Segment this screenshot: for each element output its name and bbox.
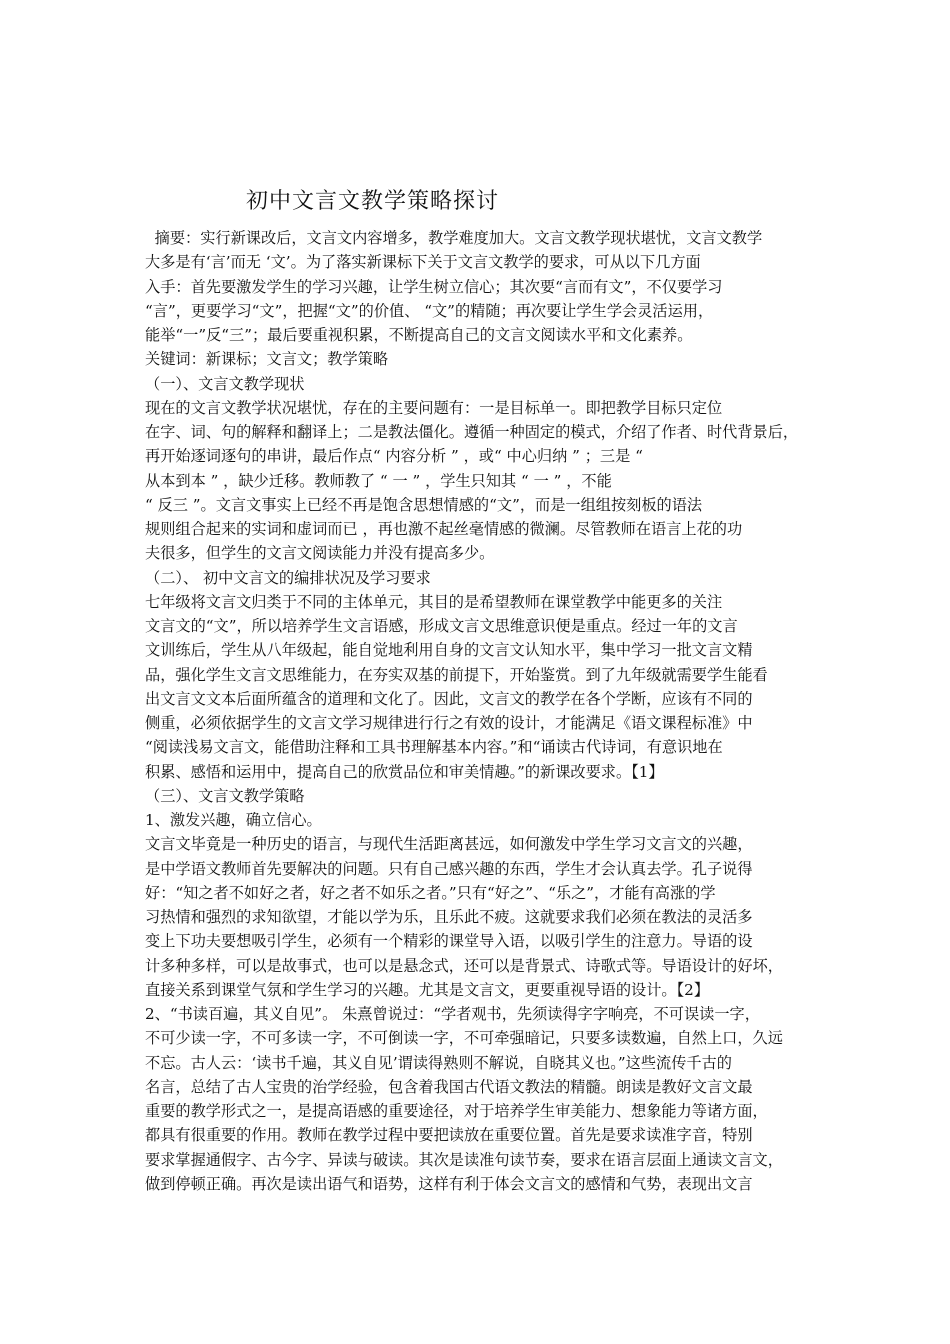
text-line: 都具有很重要的作用。教师在教学过程中要把读放在重要位置。首先是要求读准字音，特别 — [145, 1126, 753, 1145]
document-body — [145, 226, 813, 1196]
text-line: 变上下功夫要想吸引学生，必须有一个精彩的课堂导入语，以吸引学生的注意力。导语的设 — [145, 932, 753, 951]
text-line: 是中学语文教师首先要解决的问题。只有自己感兴趣的东西，学生才会认真去学。孔子说得 — [145, 859, 753, 878]
text-line: 摘要：实行新课改后，文言文内容增多，教学难度加大。文言文教学现状堪忧，文言文教学 — [145, 229, 763, 247]
text-line: 从本到本 ” ，缺少迁移。教师教了 “ 一 ” ，学生只知其 “ 一 ” ，不能 — [145, 471, 612, 490]
text-line: 习热情和强烈的求知欲望，才能以学为乐，且乐此不疲。这就要求我们必须在教法的灵活多 — [145, 908, 753, 926]
text-line: 不忘。古人云：‘读书千遍，其义自见’谓读得熟则不解说，自晓其义也。”这些流传千古的 — [145, 1053, 732, 1072]
text-line: 规则组合起来的实词和虚词而已 ，再也激不起丝毫情感的微澜。尽管教师在语言上花的功 — [145, 520, 743, 538]
text-line: 重要的教学形式之一，是提高语感的重要途径，对于培养学生审美能力、想象能力等诸方面， — [145, 1102, 768, 1120]
text-line: 1、激发兴趣，确立信心。 — [145, 811, 322, 829]
text-line: 直接关系到课堂气氛和学生学习的兴趣。尤其是文言文，更要重视导语的设计。【2】 — [145, 980, 710, 999]
text-line: 名言，总结了古人宝贵的治学经验，包含着我国古代语文教法的精髓。朗读是教好文言文最 — [145, 1077, 753, 1096]
text-line: （二）、 初中文言文的编排状况及学习要求 — [145, 568, 431, 587]
text-line: 入手：首先要激发学生的学习兴趣，让学生树立信心；其次要“言而有文”，不仅要学习 — [145, 277, 723, 296]
text-line: 计多种多样，可以是故事式，也可以是悬念式，还可以是背景式、诗歌式等。导语设计的好坏， — [145, 956, 783, 975]
text-line: 积累、感悟和运用中，提高自己的欣赏品位和审美情趣。”的新课改要求。【1】 — [145, 762, 664, 781]
text-line: 品，强化学生文言文思维能力，在夯实双基的前提下，开始鉴赏。到了九年级就需要学生能看 — [145, 665, 768, 684]
text-line: 夫很多，但学生的文言文阅读能力并没有提高多少。 — [145, 544, 495, 563]
text-line: “阅读浅易文言文，能借助注释和工具书理解基本内容。”和“诵读古代诗词，有意识地在 — [145, 738, 723, 757]
text-line: （一）、文言文教学现状 — [145, 374, 305, 393]
text-line: 文训练后，学生从八年级起，能自觉地利用自身的文言文认知水平，集中学习一批文言文精 — [145, 641, 753, 660]
text-line: 侧重，必须依据学生的文言文学习规律进行行之有效的设计，才能满足《语文课程标准》中 — [145, 714, 753, 732]
document-title: 初中文言文教学策略探讨 — [246, 189, 500, 214]
text-line: “ 反三 ”。文言文事实上已经不再是饱含思想情感的“文”，而是一组组按刻板的语法 — [145, 495, 703, 514]
text-line: “言”，更要学习“文”，把握“文”的价值、 “文”的精随；再次要让学生学会灵活运用， — [145, 301, 714, 320]
text-line: 不可少读一字，不可多读一字，不可倒读一字，不可牵强暗记，只要多读数遍，自然上口，久远 — [145, 1029, 783, 1048]
text-line: 要求掌握通假字、古今字、异读与破读。其次是读准句读节奏，要求在语言层面上通读文言文， — [145, 1150, 783, 1169]
text-line: 在字、词、句的解释和翻译上；二是教法僵化。遵循一种固定的模式，介绍了作者、时代背景后， — [145, 423, 799, 441]
text-line: 2、“书读百遍，其义自见”。 朱熹曾说过：“学者观书，先须读得字字响亮，不可误读一字， — [145, 1005, 760, 1023]
text-line: 文言文的“文”，所以培养学生文言语感，形成文言文思维意识便是重点。经过一年的文言 — [145, 617, 738, 635]
text-line: 出文言文文本后面所蕴含的道理和文化了。因此，文言文的教学在各个学断，应该有不同的 — [145, 689, 753, 708]
text-line: 文言文毕竟是一种历史的语言，与现代生活距离甚远，如何激发中学生学习文言文的兴趣， — [145, 835, 753, 854]
text-line: 大多是有‘言’而无 ‘文’。为了落实新课标下关于文言文教学的要求，可从以下几方面 — [145, 253, 701, 272]
text-line: 能举“一”反“三”；最后要重视积累，不断提高自己的文言文阅读水平和文化素养。 — [145, 326, 693, 344]
text-line: 关键词：新课标；文言文；教学策略 — [145, 350, 388, 369]
text-line: 现在的文言文教学状况堪忧，存在的主要问题有：一是目标单一。即把教学目标只定位 — [145, 398, 723, 417]
text-line: 做到停顿正确。再次是读出语气和语势，这样有利于体会文言文的感情和气势，表现出文言 — [145, 1174, 753, 1193]
text-line: 再开始逐词逐句的串讲，最后作点“ 内容分析 ” ，或“ 中心归纳 ” ；三是 “ — [145, 447, 643, 466]
text-line: 好：“知之者不如好之者，好之者不如乐之者。”只有“好之”、“乐之”，才能有高涨的学 — [145, 883, 716, 902]
text-line: 七年级将文言文归类于不同的主体单元，其目的是希望教师在课堂教学中能更多的关注 — [145, 592, 723, 611]
text-line: （三）、文言文教学策略 — [145, 786, 305, 805]
